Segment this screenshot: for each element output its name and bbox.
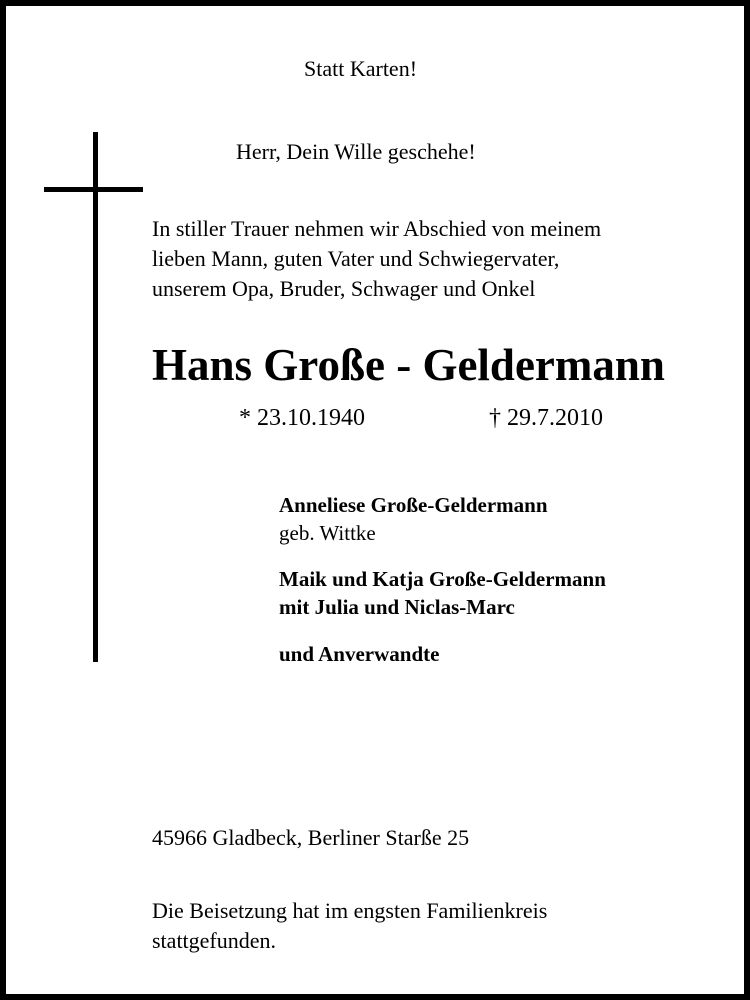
mourner-grandchildren: mit Julia und Niclas-Marc (279, 595, 515, 619)
mourner-spouse-maiden-name: geb. Wittke (279, 521, 376, 545)
motto-text: Herr, Dein Wille geschehe! (236, 139, 476, 164)
burial-note-line: Die Beisetzung hat im engsten Familienkreis (152, 898, 548, 923)
cross-horizontal-bar (44, 187, 143, 192)
address-text: 45966 Gladbeck, Berliner Starße 25 (152, 825, 470, 850)
mourner-spouse: Anneliese Große-Geldermann (279, 493, 548, 517)
birth-date: * 23.10.1940 (239, 405, 365, 431)
mourner-children: Maik und Katja Große-Geldermann (279, 567, 606, 591)
intro-line: In stiller Trauer nehmen wir Abschied von meinem (152, 216, 602, 241)
burial-note-line: stattgefunden. (152, 928, 277, 953)
death-date: † 29.7.2010 (489, 405, 603, 431)
deceased-name: Hans Große - Geldermann (152, 340, 665, 390)
intro-paragraph (152, 214, 601, 304)
cross-vertical-bar (93, 132, 98, 662)
intro-line: unserem Opa, Bruder, Schwager und Onkel (152, 276, 536, 301)
intro-line: lieben Mann, guten Vater und Schwiegervater, (152, 246, 560, 271)
mourner-relatives: und Anverwandte (279, 642, 440, 666)
header-text: Statt Karten! (304, 56, 418, 81)
